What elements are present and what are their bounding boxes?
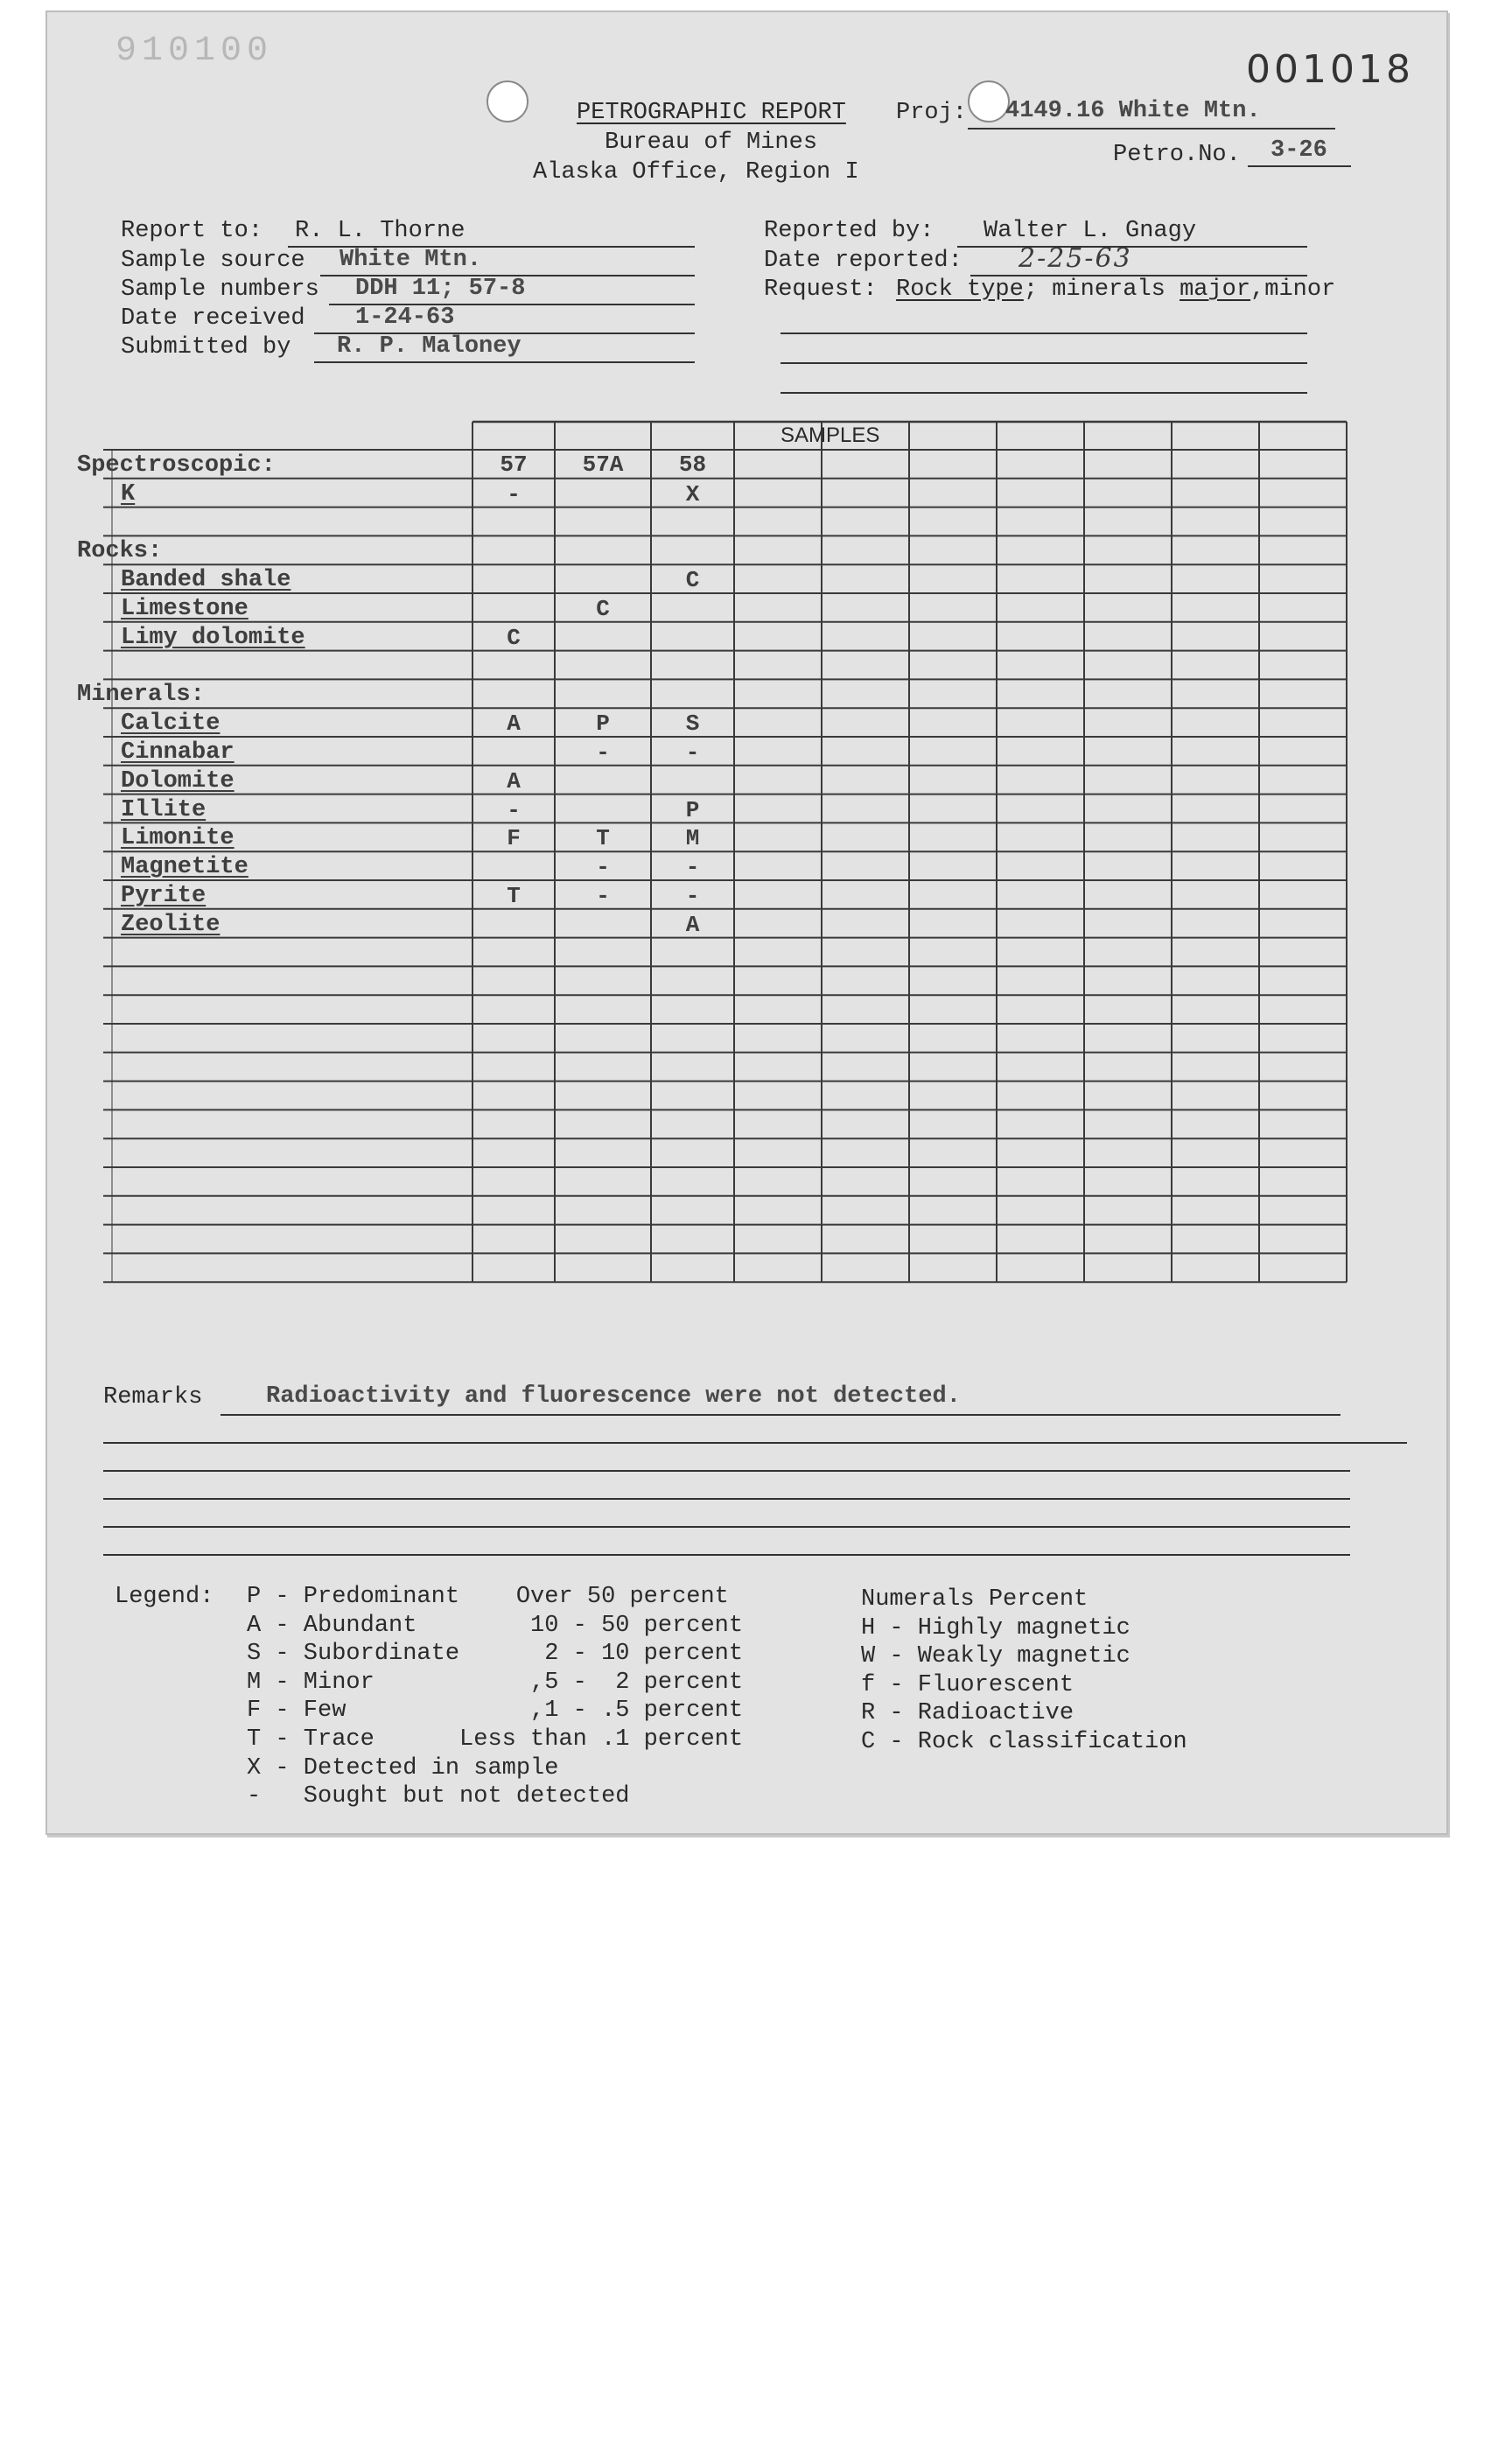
- table-cell: M: [685, 825, 700, 852]
- proj-label: Proj:: [896, 100, 968, 126]
- legend-label: Legend:: [115, 1584, 214, 1610]
- faint-stamp-number: 910100: [116, 32, 274, 71]
- table-row-label: Illite: [121, 796, 206, 823]
- table-cell: P: [596, 710, 610, 738]
- reported-by-value: Walter L. Gnagy: [984, 218, 1197, 244]
- table-row-label: Zeolite: [121, 911, 220, 938]
- table-section-label: Rocks:: [77, 538, 163, 565]
- table-cell: X: [685, 480, 700, 508]
- sample-numbers-label: Sample numbers: [121, 276, 319, 303]
- table-cell: -: [596, 739, 610, 766]
- table-cell: T: [596, 825, 610, 852]
- legend-item: P - Predominant Over 50 percent: [247, 1584, 729, 1610]
- date-received-value: 1-24-63: [355, 304, 455, 331]
- legend-item: H - Highly magnetic: [861, 1614, 1130, 1642]
- table-section-label: Spectroscopic:: [77, 452, 276, 479]
- table-cell: C: [685, 567, 700, 594]
- date-reported-label: Date reported:: [764, 248, 962, 274]
- legend-item: T - Trace Less than .1 percent: [247, 1726, 744, 1753]
- legend-item: f - Fluorescent: [861, 1671, 1074, 1698]
- legend-item: S - Subordinate 2 - 10 percent: [247, 1641, 744, 1668]
- legend-item: M - Minor ,5 - 2 percent: [247, 1669, 744, 1696]
- table-cell: S: [685, 710, 700, 738]
- legend-item: R - Radioactive: [861, 1700, 1074, 1727]
- table-cell: P: [685, 796, 700, 823]
- table-row-label: Cinnabar: [121, 739, 234, 766]
- sample-source-value: White Mtn.: [340, 247, 482, 273]
- table-cell: F: [507, 825, 521, 852]
- date-reported-value: 2-25-63: [1018, 243, 1132, 274]
- table-row-label: Limestone: [121, 596, 248, 622]
- report-title: PETROGRAPHIC REPORT: [577, 100, 846, 126]
- table-row-label: Dolomite: [121, 767, 234, 794]
- table-cell: T: [507, 883, 521, 909]
- legend-item: C - Rock classification: [861, 1729, 1187, 1755]
- table-cell: A: [685, 911, 700, 938]
- submitted-by-label: Submitted by: [121, 334, 291, 360]
- legend-item: F - Few ,1 - .5 percent: [247, 1698, 744, 1725]
- table-row-label: Calcite: [121, 710, 220, 738]
- document-number-stamp: 001018: [1246, 47, 1414, 92]
- table-row-label: Pyrite: [121, 883, 206, 909]
- table-cell: -: [596, 883, 610, 909]
- report-sheet: [46, 10, 1448, 1835]
- table-cell: -: [507, 796, 521, 823]
- request-label: Request:: [764, 276, 878, 303]
- legend-item: X - Detected in sample: [247, 1754, 559, 1782]
- table-row-label: Magnetite: [121, 854, 248, 881]
- table-row-label: K: [121, 480, 136, 508]
- column-header: 58: [678, 452, 707, 478]
- column-header: 57A: [582, 452, 624, 478]
- table-cell: -: [685, 739, 700, 766]
- petro-no-value: 3-26: [1270, 137, 1327, 164]
- table-row-label: Limy dolomite: [121, 624, 305, 651]
- submitted-by-value: R. P. Maloney: [337, 333, 522, 360]
- petro-no-label: Petro.No.: [1113, 142, 1241, 168]
- column-header: 57: [500, 452, 528, 478]
- header-office: Alaska Office, Region I: [533, 159, 859, 186]
- remarks-text: Radioactivity and fluorescence were not detected.: [266, 1383, 961, 1410]
- table-cell: -: [507, 480, 521, 508]
- table-cell: A: [507, 710, 521, 738]
- table-cell: C: [596, 596, 610, 622]
- reported-by-label: Reported by:: [764, 218, 934, 244]
- table-section-label: Minerals:: [77, 682, 205, 709]
- sample-source-label: Sample source: [121, 248, 305, 274]
- table-cell: -: [685, 883, 700, 909]
- table-row-label: Limonite: [121, 825, 234, 852]
- table-cell: C: [507, 624, 521, 651]
- header-agency: Bureau of Mines: [605, 130, 818, 156]
- table-row-label: Banded shale: [121, 567, 291, 594]
- proj-value: 4149.16 White Mtn.: [1005, 98, 1261, 124]
- table-cell: A: [507, 767, 521, 794]
- request-value: Rock type; minerals major,minor: [896, 276, 1336, 303]
- table-cell: -: [685, 854, 700, 881]
- remarks-label: Remarks: [103, 1384, 203, 1410]
- date-received-label: Date received: [121, 305, 305, 332]
- table-cell: -: [596, 854, 610, 881]
- legend-item: Numerals Percent: [861, 1586, 1088, 1613]
- legend-item: W - Weakly magnetic: [861, 1643, 1130, 1670]
- samples-table-grid: [47, 12, 1450, 1377]
- report-to-value: R. L. Thorne: [295, 218, 466, 244]
- sample-numbers-value: DDH 11; 57-8: [355, 276, 526, 302]
- report-to-label: Report to:: [121, 218, 263, 244]
- legend-item: - Sought but not detected: [247, 1783, 630, 1810]
- legend-item: A - Abundant 10 - 50 percent: [247, 1612, 744, 1639]
- samples-header: SAMPLES: [780, 424, 880, 447]
